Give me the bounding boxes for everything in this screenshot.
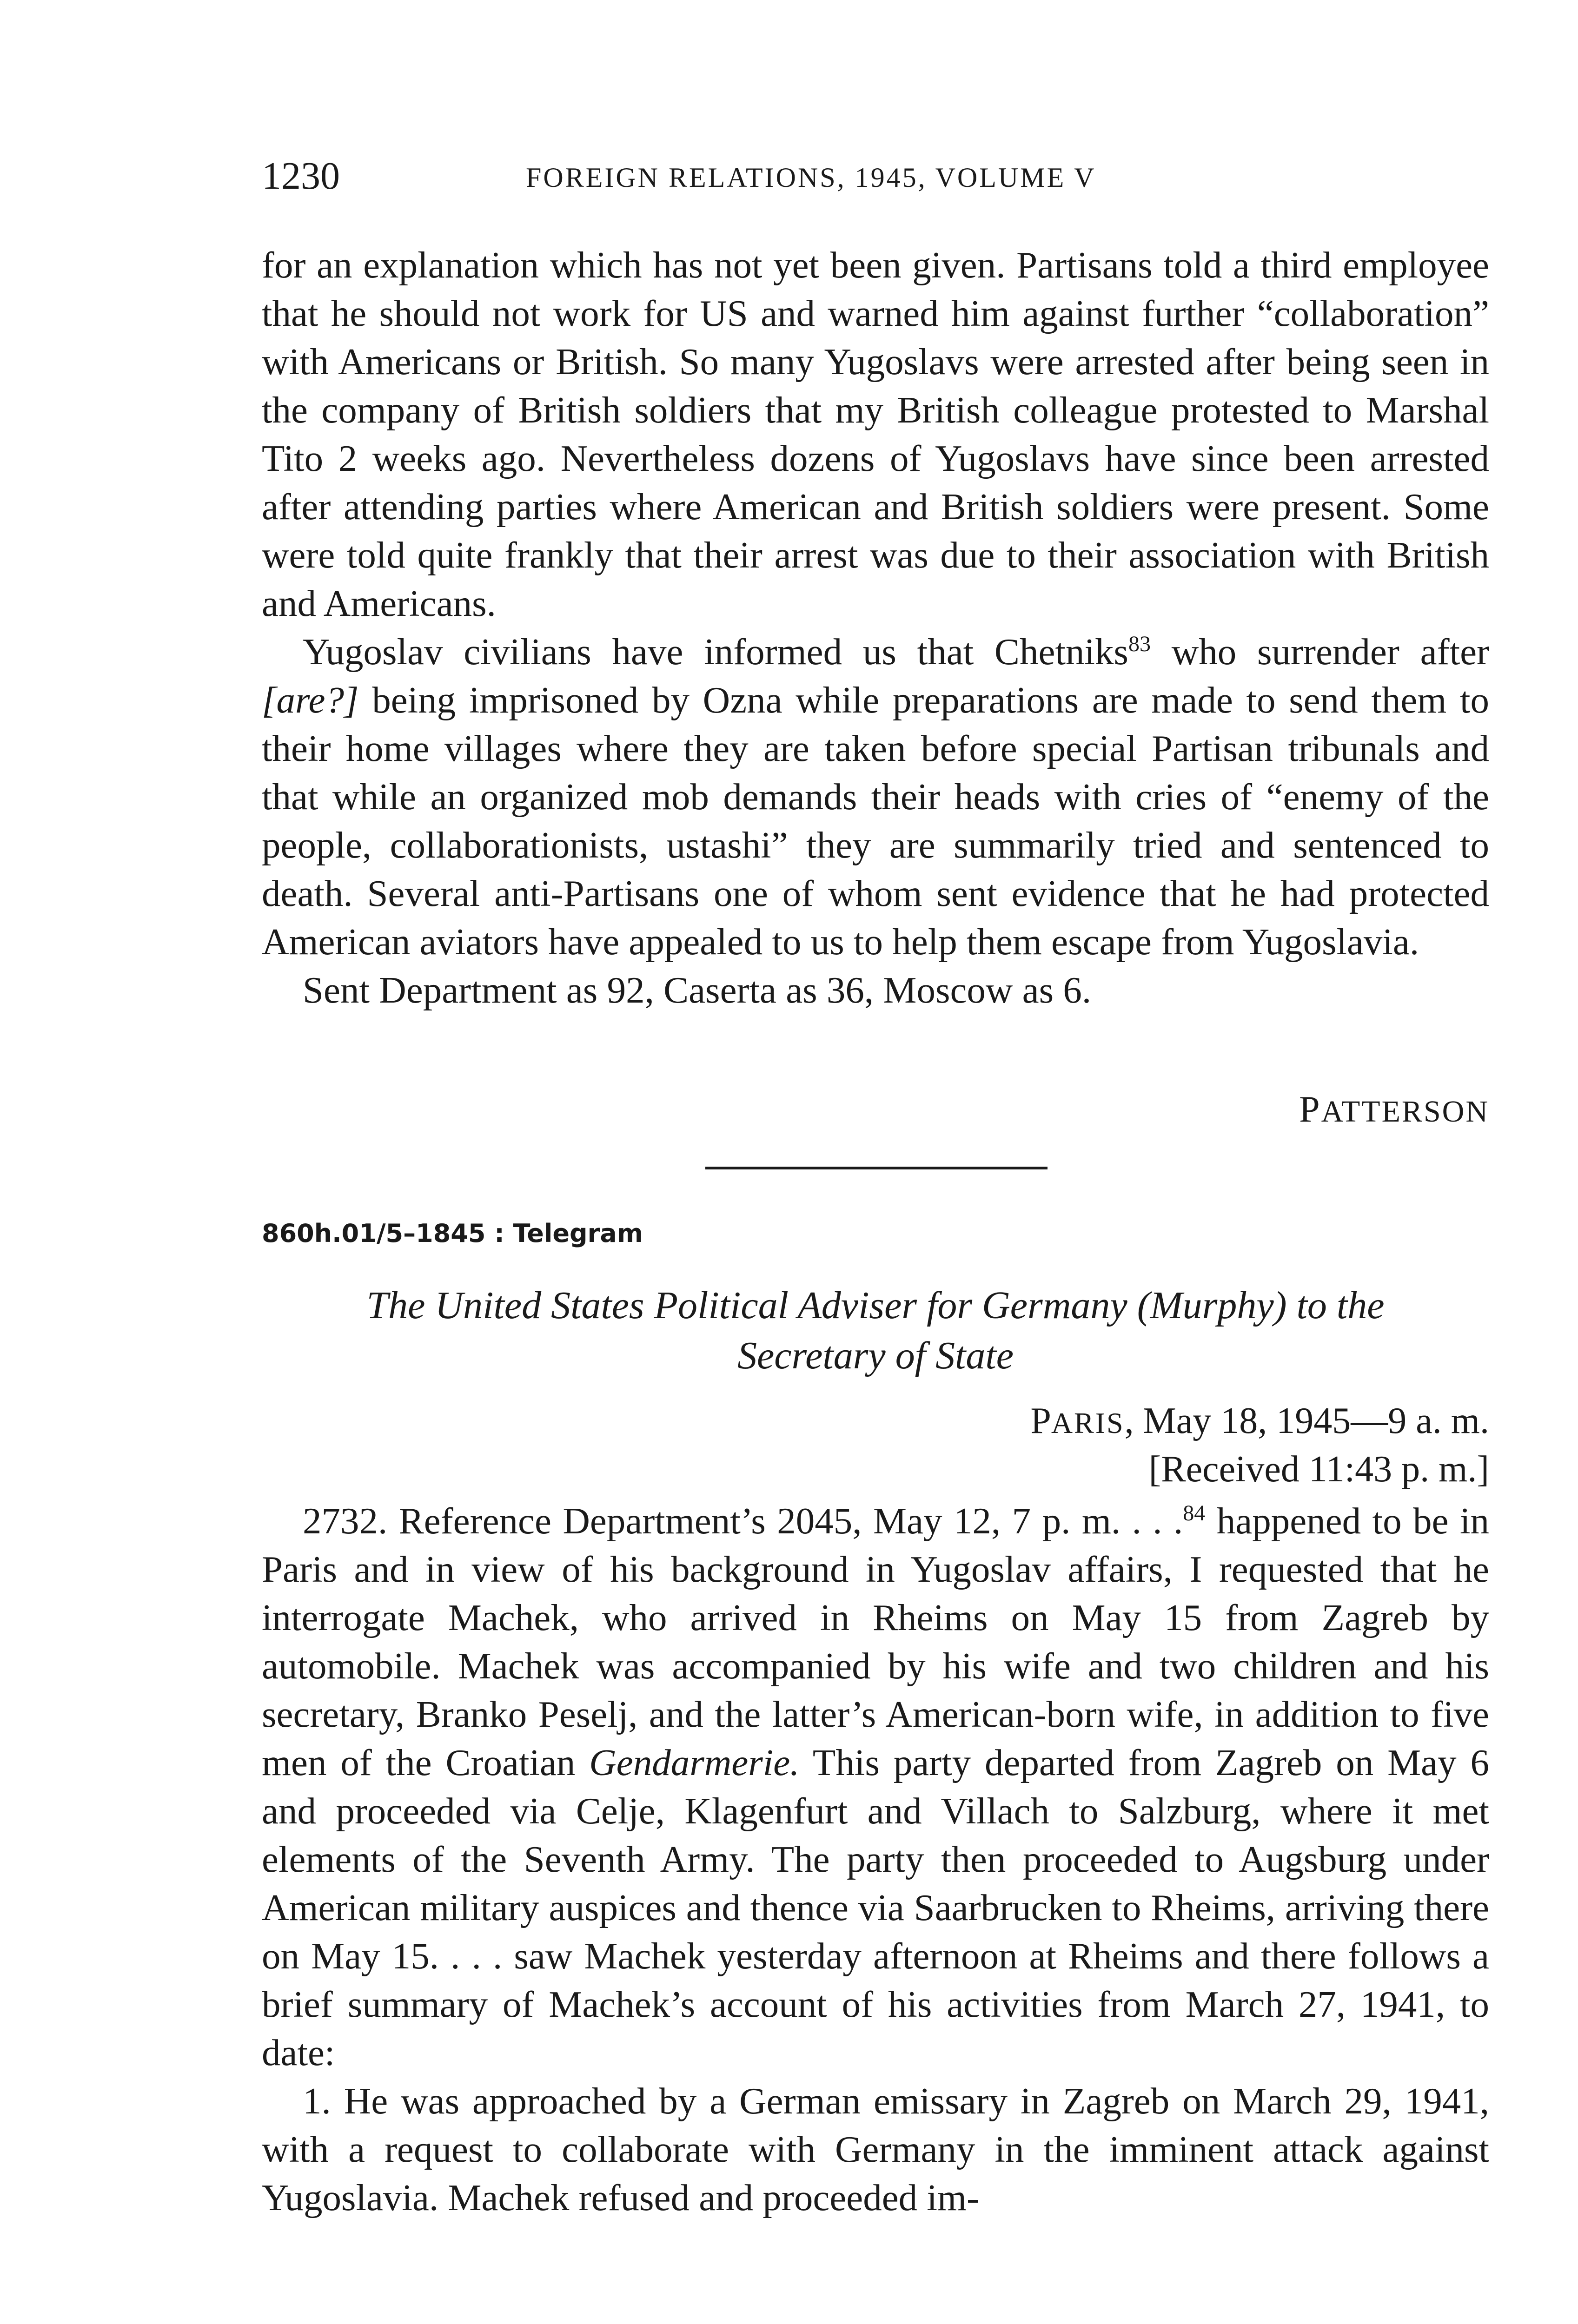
document-title: The United States Political Adviser for Germany (Murphy) to the Secretary of State — [366, 1284, 1385, 1377]
murphy-telegram-text — [262, 1497, 1489, 2222]
page-header — [262, 153, 1489, 205]
signature-patterson: PATTERSON — [1299, 1089, 1489, 1130]
continued-telegram-text — [262, 241, 1489, 1014]
continued-paragraph: for an explanation which has not yet been given. Partisans told a third employee that he should not work for US and warned him against further “collaboration” with Americans or British. So many Yugoslavs were arrested after being seen in the company of British soldiers that my British colleague protested to Marshal Tito 2 weeks ago. Nevertheless dozens of Yugoslavs have since been arrested after attending parties where American and British soldiers were present. Some were told quite frankly that their arrest was due to their association with British and Americans. — [262, 244, 1489, 624]
footnote-ref-83: 83 — [1128, 632, 1151, 656]
chetniks-paragraph: Yugoslav civilians have informed us that Chetniks$^{83}$ who surrender after [are?] being imprisoned by Ozna while preparations are made to send them to their home villages where they are taken before special Partisan tribunals and that while an organized mob demands their heads with cries of “enemy of the people, collaborationists, ustashi” they are summarily tried and sentenced to death. Several anti-Partisans one of whom sent evidence that he had protected American aviators have appealed to us to help them escape from Yugoslavia. — [262, 631, 1489, 963]
page-number: 1230 — [262, 154, 340, 198]
running-head: FOREIGN RELATIONS, 1945, VOLUME V — [526, 162, 1096, 193]
footnote-ref-84: 84 — [1183, 1501, 1206, 1525]
received-line: [Received 11:43 p. m.] — [1148, 1449, 1489, 1490]
telegram-paragraph-1: 2732. Reference Department’s 2045, May 12, 7 p. m. . . .$^{84}$ happened to be in Paris and in view of his background in Yugoslav affairs, I requested that he interrogate Machek, who arrived in Rheims on May 15 from Zagreb by automobile. Machek was accompanied by his wife and two children and his secretary, Branko Peselj, and the latter’s American-born wife, in addition to five men of the Croatian Gendarmerie. This party departed from Zagreb on May 6 and proceeded via Celje, Klagenfurt and Villach to Salzburg, where it met elements of the Seventh Army. The party then proceeded to Augsburg under American military auspices and thence via Saarbrucken to Rheims, arriving there on May 15. . . . saw Machek yesterday afternoon at Rheims and there follows a brief summary of Machek’s account of his activities from March 27, 1941, to date: — [262, 1500, 1489, 2073]
file-reference: 860h.01/5–1845 : Telegram — [262, 1219, 643, 1248]
dateline: PARIS, May 18, 1945—9 a. m. — [1030, 1400, 1489, 1441]
telegram-paragraph-2: 1. He was approached by a German emissary in Zagreb on March 29, 1941, with a request to collaborate with Germany in the imminent attack against Yugoslavia. Machek refused and proceeded im- — [262, 2080, 1489, 2218]
section-divider — [705, 1167, 1048, 1169]
distribution-line: Sent Department as 92, Caserta as 36, Moscow as 6. — [303, 969, 1092, 1011]
